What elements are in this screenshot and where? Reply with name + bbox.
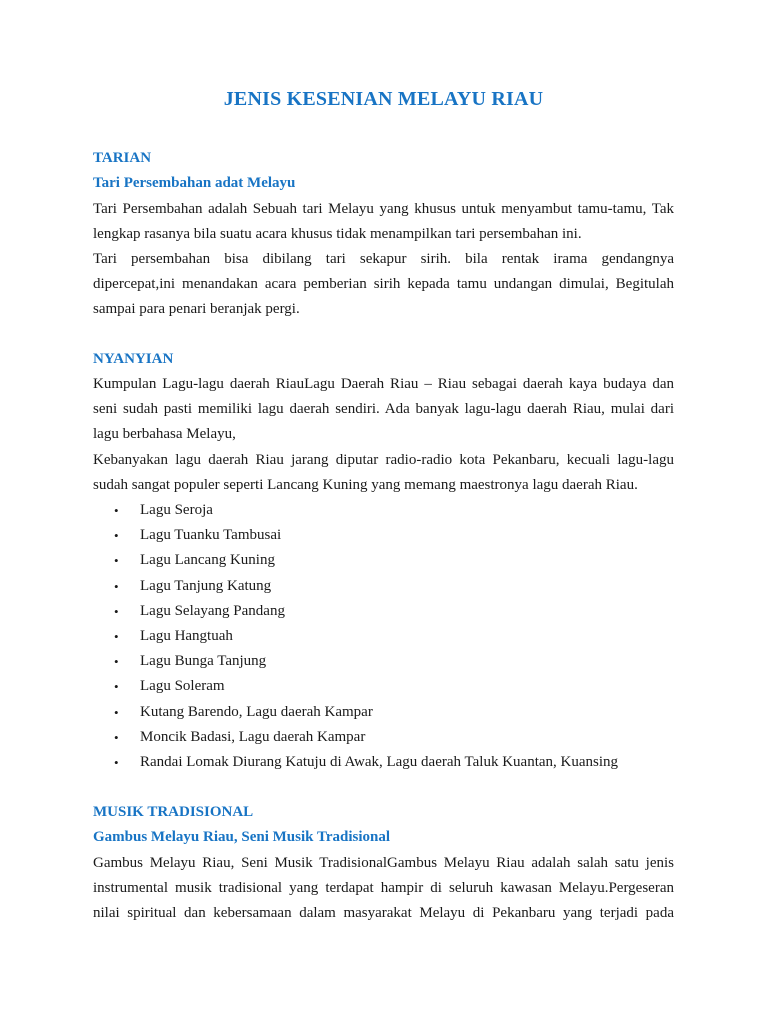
- text-line: lagu berbahasa Melayu,: [93, 426, 236, 443]
- list-item: [93, 700, 618, 725]
- list-item: [93, 750, 618, 775]
- list-item-label: Randai Lomak Diurang Katuju di Awak, Lagu daerah Taluk Kuantan, Kuansing: [140, 753, 619, 770]
- text-line: seni sudah pasti memiliki lagu daerah sendiri. Ada banyak lagu-lagu daerah Riau, mulai dari: [93, 401, 674, 418]
- bullet-icon: •: [114, 628, 119, 644]
- list-item: [93, 649, 618, 674]
- text-line: lengkap rasanya bila suatu acara khusus tidak menampilkan tari persembahan ini.: [93, 226, 582, 243]
- document-title: JENIS KESENIAN MELAYU RIAU: [223, 88, 544, 110]
- list-item: [93, 725, 618, 750]
- text-line: Tari Persembahan adalah Sebuah tari Melayu yang khusus untuk menyambut tamu-tamu, Tak: [93, 201, 674, 217]
- list-item-label: Lagu Selayang Pandang: [140, 602, 285, 619]
- subheading-gambus: Gambus Melayu Riau, Seni Musik Tradisional: [93, 829, 391, 845]
- bullet-icon: •: [114, 528, 119, 544]
- section-heading-musik: MUSIK TRADISIONAL: [93, 804, 254, 820]
- bullet-icon: •: [114, 578, 119, 594]
- bullet-icon: •: [114, 553, 119, 569]
- bullet-icon: •: [114, 603, 119, 619]
- bullet-icon: •: [114, 654, 119, 670]
- paragraph-tarian-1: [93, 197, 674, 247]
- paragraph-musik-1: [93, 851, 674, 927]
- list-item-label: Lagu Bunga Tanjung: [140, 653, 267, 670]
- list-item-label: Lagu Tanjung Katung: [140, 577, 272, 594]
- subheading-tari-persembahan: Tari Persembahan adat Melayu: [93, 175, 296, 191]
- list-item: [93, 674, 618, 699]
- section-heading-nyanyian: NYANYIAN: [93, 351, 174, 367]
- text-line: Kebanyakan lagu daerah Riau jarang diputar radio-radio kota Pekanbaru, kecuali lagu-lagu: [93, 452, 674, 468]
- list-item-label: Lagu Hangtuah: [140, 627, 233, 644]
- text-line: instrumental musik tradisional yang terdapat hampir di seluruh kawasan Melayu.Pergeseran: [93, 880, 674, 897]
- list-item-label: Lagu Soleram: [140, 678, 225, 695]
- paragraph-nyanyian-1: [93, 372, 674, 448]
- list-item: [93, 574, 618, 599]
- list-item: [93, 548, 618, 573]
- text-line: sudah sangat populer seperti Lancang Kuning yang memang maestronya lagu daerah Riau.: [93, 477, 638, 494]
- section-heading-tarian: TARIAN: [93, 150, 152, 166]
- bullet-icon: •: [114, 704, 119, 720]
- paragraph-tarian-2: [93, 247, 674, 323]
- bullet-icon: •: [114, 503, 119, 518]
- text-line: Tari persembahan bisa dibilang tari sekapur sirih. bila rentak irama gendangnya: [93, 251, 674, 267]
- bullet-icon: •: [114, 679, 119, 695]
- list-item-label: Lagu Lancang Kuning: [140, 552, 275, 569]
- bullet-icon: •: [114, 729, 119, 745]
- song-list: [93, 498, 618, 775]
- paragraph-nyanyian-2: [93, 448, 674, 498]
- list-item: [93, 599, 618, 624]
- text-line: nilai spiritual dan kebersamaan dalam masyarakat Melayu di Pekanbaru yang terjadi pada: [93, 905, 674, 922]
- bullet-icon: •: [114, 754, 119, 770]
- list-item-label: Lagu Tuanku Tambusai: [140, 527, 282, 544]
- text-line: sampai para penari beranjak pergi.: [93, 301, 300, 318]
- text-line: Kumpulan Lagu-lagu daerah RiauLagu Daerah Riau – Riau sebagai daerah kaya budaya dan: [93, 376, 674, 392]
- list-item: [93, 624, 618, 649]
- text-line: dipercepat,ini menandakan acara pemberian sirih kepada tamu undangan dimulai, Begitulah: [93, 276, 674, 293]
- list-item-label: Moncik Badasi, Lagu daerah Kampar: [140, 728, 366, 745]
- list-item: [93, 498, 618, 523]
- list-item-label: Kutang Barendo, Lagu daerah Kampar: [140, 703, 373, 720]
- list-item: [93, 523, 618, 548]
- list-item-label: Lagu Seroja: [140, 502, 213, 518]
- text-line: Gambus Melayu Riau, Seni Musik TradisionalGambus Melayu Riau adalah salah satu jenis: [93, 855, 674, 871]
